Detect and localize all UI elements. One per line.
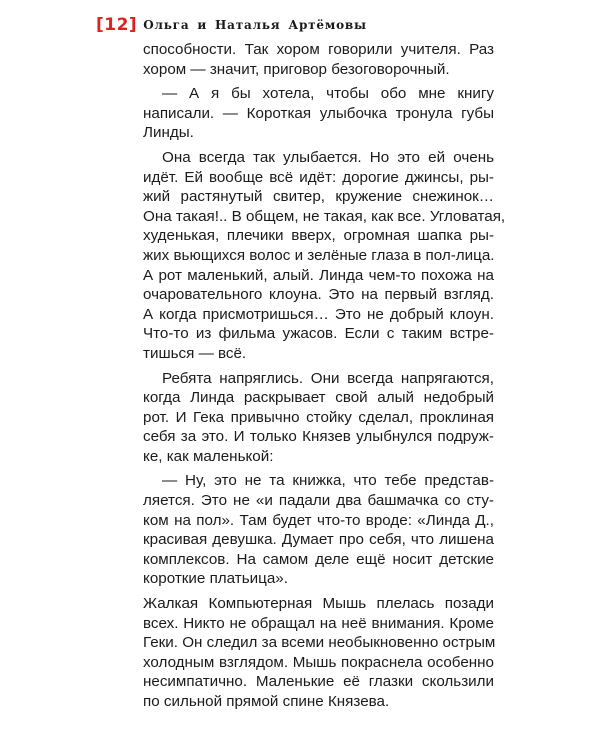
text-line: ком на пол». Там будет что-то вроде: «Линда Д., — [143, 511, 494, 529]
text-line: комплексов. На самом деле ещё носит детские — [143, 550, 494, 568]
paragraph-1 — [143, 40, 494, 79]
paragraph-2 — [143, 84, 494, 143]
text-line: Жалкая Компьютерная Мышь плелась позади — [143, 595, 494, 613]
text-line: — Ну, это не та книжка, что тебе представ- — [162, 472, 494, 490]
text-line: идёт. Ей вообще всё идёт: дорогие джинсы, ры- — [143, 168, 494, 186]
page-header — [96, 14, 367, 36]
text-line: способности. Так хором говорили учителя. Раз — [143, 41, 494, 58]
text-line: несимпатично. Маленькие её глазки скользили — [143, 673, 494, 691]
text-line: Что-то из фильма ужасов. Если с таким встре- — [143, 325, 494, 343]
text-line: Ребята напряглись. Они всегда напрягаются, — [162, 369, 494, 387]
text-line: когда Линда раскрывает свой алый недобрый — [143, 389, 494, 407]
text-line: написали. — Короткая улыбочка тронула губы — [143, 104, 494, 122]
text-line: А рот маленький, алый. Линда чем-то похожа на — [143, 266, 494, 284]
text-line: худенькая, плечики вверх, огромная шапка ры- — [143, 227, 494, 245]
text-line: тишься — всё. — [143, 344, 247, 362]
paragraph-5 — [143, 471, 494, 589]
paragraph-4 — [143, 369, 494, 467]
text-line: Она такая!.. В общем, не такая, как все. Угловатая, — [143, 207, 506, 225]
running-head-authors: Ольга и Наталья Артёмовы — [143, 18, 367, 32]
text-line: Геки. Он следил за всеми необыкновенно острым — [143, 634, 496, 652]
text-line: ляется. Это не «и падали два башмачка со сту- — [143, 492, 494, 510]
text-line: хором — значит, приговор безоговорочный. — [143, 60, 450, 78]
text-line: Линды. — [143, 124, 194, 142]
text-line: рот. И Гека привычно стойку сделал, проклиная — [143, 408, 494, 426]
text-line: холодным взглядом. Мышь покраснела особенно — [143, 653, 494, 671]
text-line: по сильной прямой спине Князева. — [143, 693, 390, 710]
text-line: очаровательного клоуна. Это на первый взгляд. — [143, 286, 494, 304]
text-line: А когда присмотришься… Это не добрый клоун. — [143, 305, 494, 323]
text-line: — А я бы хотела, чтобы обо мне книгу — [162, 85, 494, 103]
text-line: жих вьющихся волос и зелёные глаза в пол-лица. — [143, 246, 495, 264]
text-line: жий растянутый свитер, кружение снежинок… — [143, 188, 494, 206]
paragraph-6 — [143, 594, 494, 712]
text-line: Она всегда так улыбается. Но это ей очень — [162, 148, 494, 166]
text-line: себя за это. И только Князев улыбнулся подруж- — [143, 428, 494, 446]
paragraph-3 — [143, 148, 506, 364]
page-number: [12] — [96, 15, 138, 35]
text-line: всех. Никто не обращал на неё внимания. Кроме — [143, 614, 494, 632]
body-text — [143, 40, 506, 712]
text-line: ке, как маленькой: — [143, 447, 274, 465]
text-line: короткие платьица». — [143, 570, 288, 588]
text-line: красивая девушка. Думает про себя, что лишена — [143, 531, 494, 549]
